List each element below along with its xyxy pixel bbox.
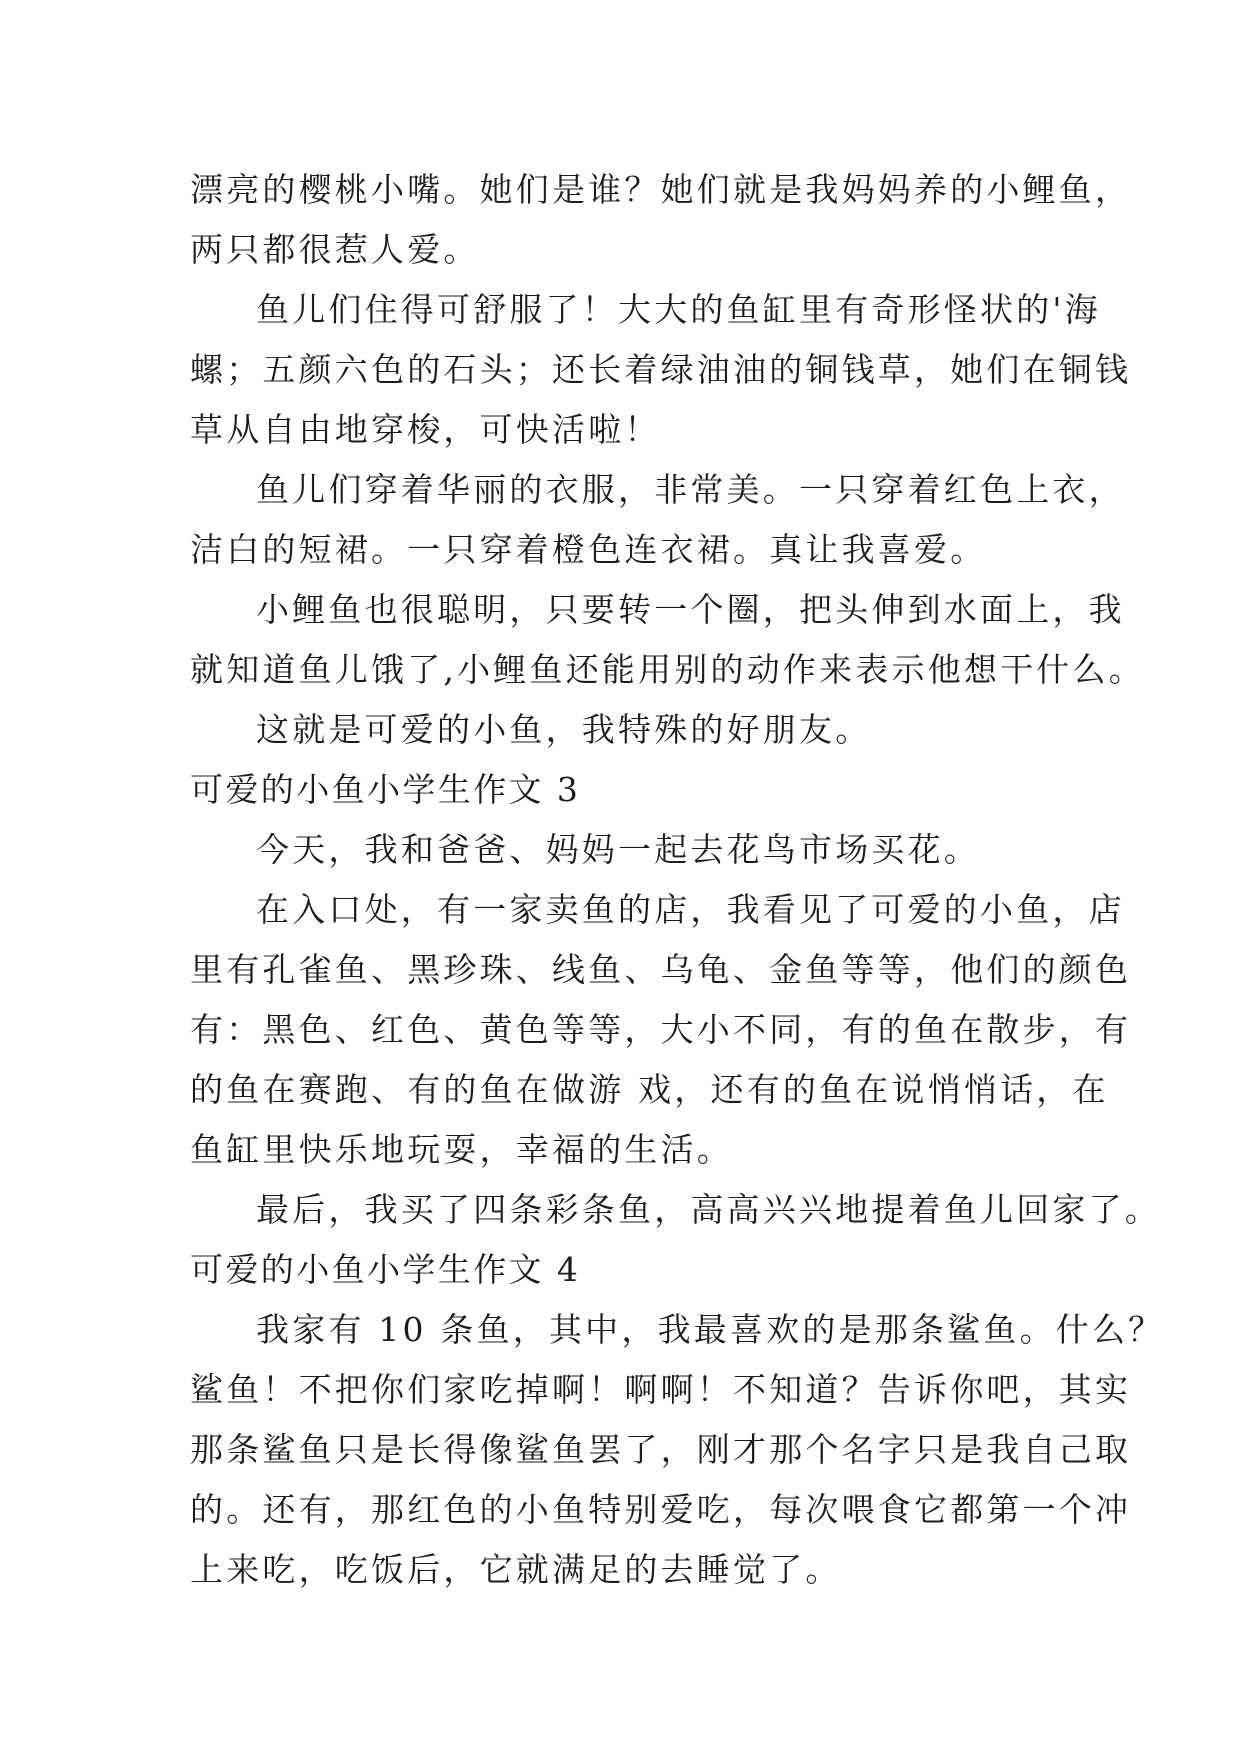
body-line: 两只都很惹人爱。	[190, 230, 480, 269]
body-line: 有：黑色、红色、黄色等等，大小不同，有的鱼在散步，有	[190, 1010, 1132, 1049]
paragraph-first-line: 在入口处，有一家卖鱼的店，我看见了可爱的小鱼，店	[256, 890, 1125, 929]
paragraph-first-line: 小鲤鱼也很聪明，只要转一个圈，把头伸到水面上，我	[256, 590, 1125, 629]
paragraph-first-line: 鱼儿们穿着华丽的衣服，非常美。一只穿着红色上衣，	[256, 470, 1125, 509]
body-line: 的鱼在赛跑、有的鱼在做游 戏，还有的鱼在说悄悄话，在	[190, 1070, 1109, 1109]
body-line: 漂亮的樱桃小嘴。她们是谁？她们就是我妈妈养的小鲤鱼，	[190, 170, 1132, 209]
section-heading: 可爱的小鱼小学生作文 3	[190, 770, 581, 809]
body-line: 草从自由地穿梭，可快活啦！	[190, 410, 661, 449]
body-line: 的。还有，那红色的小鱼特别爱吃，每次喂食它都第一个冲	[190, 1490, 1132, 1529]
body-line: 洁白的短裙。一只穿着橙色连衣裙。真让我喜爱。	[190, 530, 987, 569]
paragraph-first-line: 我家有 10 条鱼，其中，我最喜欢的是那条鲨鱼。什么？	[256, 1310, 1165, 1349]
document-body	[190, 160, 1165, 1600]
paragraph-first-line: 今天，我和爸爸、妈妈一起去花鸟市场买花。	[256, 830, 980, 869]
body-line: 鱼缸里快乐地玩耍，幸福的生活。	[190, 1130, 733, 1169]
body-line: 那条鲨鱼只是长得像鲨鱼罢了，刚才那个名字只是我自己取	[190, 1430, 1132, 1469]
paragraph-first-line: 这就是可爱的小鱼，我特殊的好朋友。	[256, 710, 872, 749]
paragraph-first-line: 最后，我买了四条彩条鱼，高高兴兴地提着鱼儿回家了。	[256, 1190, 1161, 1229]
body-line: 就知道鱼儿饿了,小鲤鱼还能用别的动作来表示他想干什么。	[190, 650, 1145, 689]
section-heading: 可爱的小鱼小学生作文 4	[190, 1250, 581, 1289]
body-line: 鲨鱼！不把你们家吃掉啊！啊啊！不知道？告诉你吧，其实	[190, 1370, 1132, 1409]
body-line: 螺；五颜六色的石头；还长着绿油油的铜钱草，她们在铜钱	[190, 350, 1132, 389]
body-line: 上来吃，吃饭后，它就满足的去睡觉了。	[190, 1550, 842, 1589]
body-line: 里有孔雀鱼、黑珍珠、线鱼、乌龟、金鱼等等，他们的颜色	[190, 950, 1132, 989]
paragraph-first-line: 鱼儿们住得可舒服了！大大的鱼缸里有奇形怪状的'海	[256, 290, 1101, 329]
